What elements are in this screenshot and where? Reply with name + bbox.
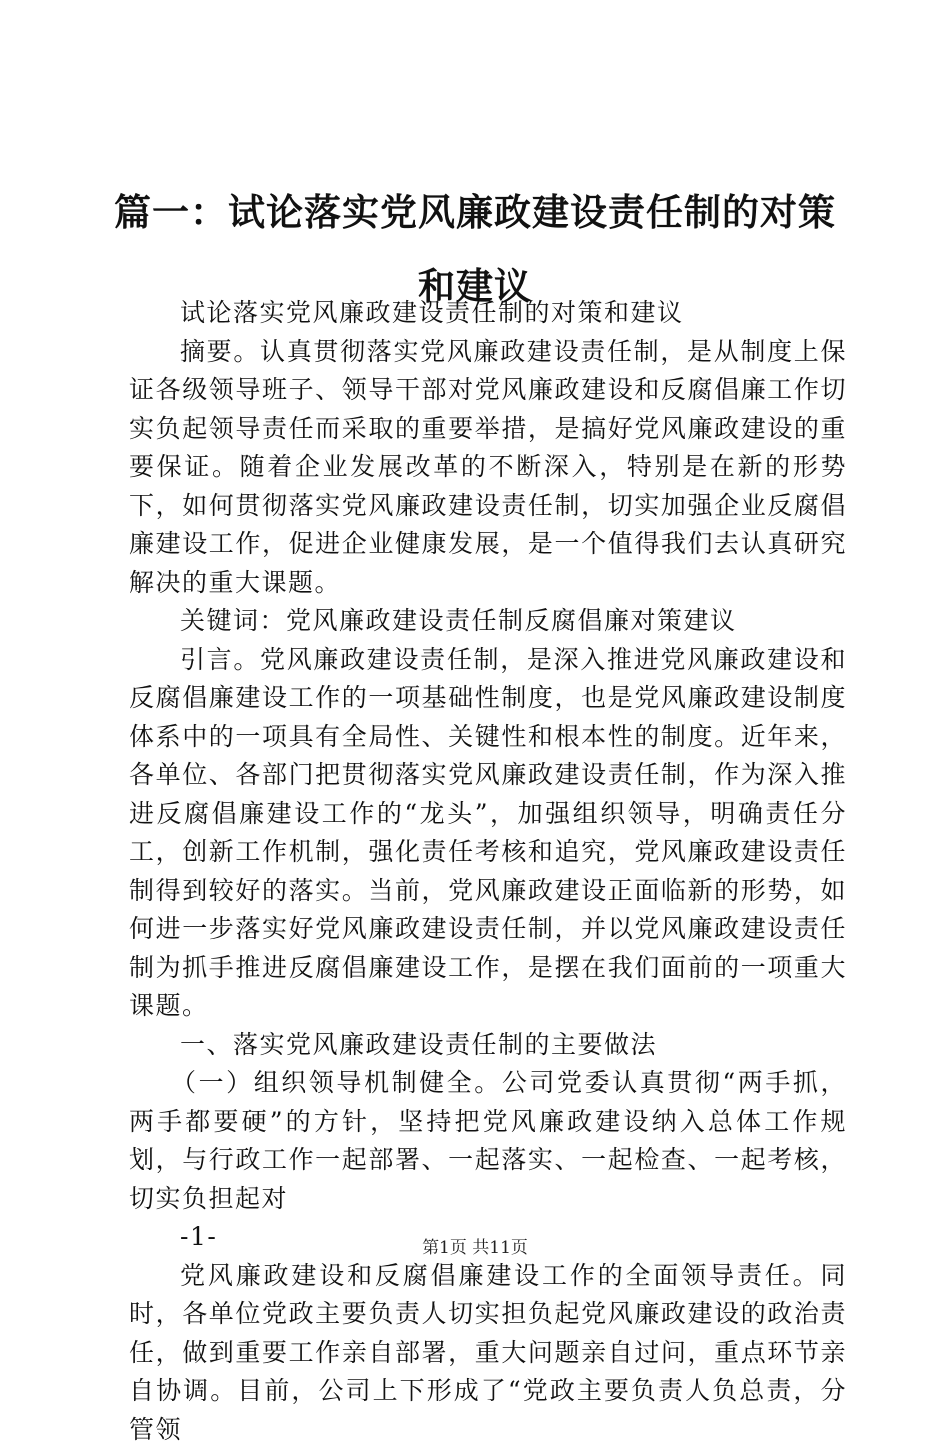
inline-page-number: -1- [129, 1218, 847, 1257]
abstract-paragraph: 摘要。认真贯彻落实党风廉政建设责任制，是从制度上保证各级领导班子、领导干部对党风廉政建设和反腐倡廉工作切实负起领导责任而采取的重要举措，是搞好党风廉政建设的重要保证。随着企业发展改革的不断深入，特别是在新的形势下，如何贯彻落实党风廉政建设责任制，切实加强企业反腐倡廉建设工作，促进企业健康发展，是一个值得我们去认真研究解决的重大课题。 [129, 333, 847, 603]
section-paragraph: （一）组织领导机制健全。公司党委认真贯彻“两手抓，两手都要硬”的方针，坚持把党风廉政建设纳入总体工作规划，与行政工作一起部署、一起落实、一起检查、一起考核，切实负担起对 [129, 1064, 847, 1218]
page-footer: 第1页 共11页 [0, 1236, 950, 1260]
keywords-paragraph: 关键词：党风廉政建设责任制反腐倡廉对策建议 [129, 602, 847, 641]
subtitle-paragraph: 试论落实党风廉政建设责任制的对策和建议 [129, 294, 847, 333]
section-heading: 一、落实党风廉政建设责任制的主要做法 [129, 1026, 847, 1065]
document-title: 篇一：试论落实党风廉政建设责任制的对策和建议 [100, 176, 850, 324]
introduction-paragraph: 引言。党风廉政建设责任制，是深入推进党风廉政建设和反腐倡廉建设工作的一项基础性制度，也是党风廉政建设制度体系中的一项具有全局性、关键性和根本性的制度。近年来，各单位、各部门把贯彻落实党风廉政建设责任制，作为深入推进反腐倡廉建设工作的“龙头”，加强组织领导，明确责任分工，创新工作机制，强化责任考核和追究，党风廉政建设责任制得到较好的落实。当前，党风廉政建设正面临新的形势，如何进一步落实好党风廉政建设责任制，并以党风廉政建设责任制为抓手推进反腐倡廉建设工作，是摆在我们面前的一项重大课题。 [129, 641, 847, 1026]
continued-paragraph: 党风廉政建设和反腐倡廉建设工作的全面领导责任。同时，各单位党政主要负责人切实担负起党风廉政建设的政治责任，做到重要工作亲自部署，重大问题亲自过问，重点环节亲自协调。目前，公司上下形成了“党政主要负责人负总责，分管领 [129, 1257, 847, 1449]
document-body [129, 294, 847, 1449]
